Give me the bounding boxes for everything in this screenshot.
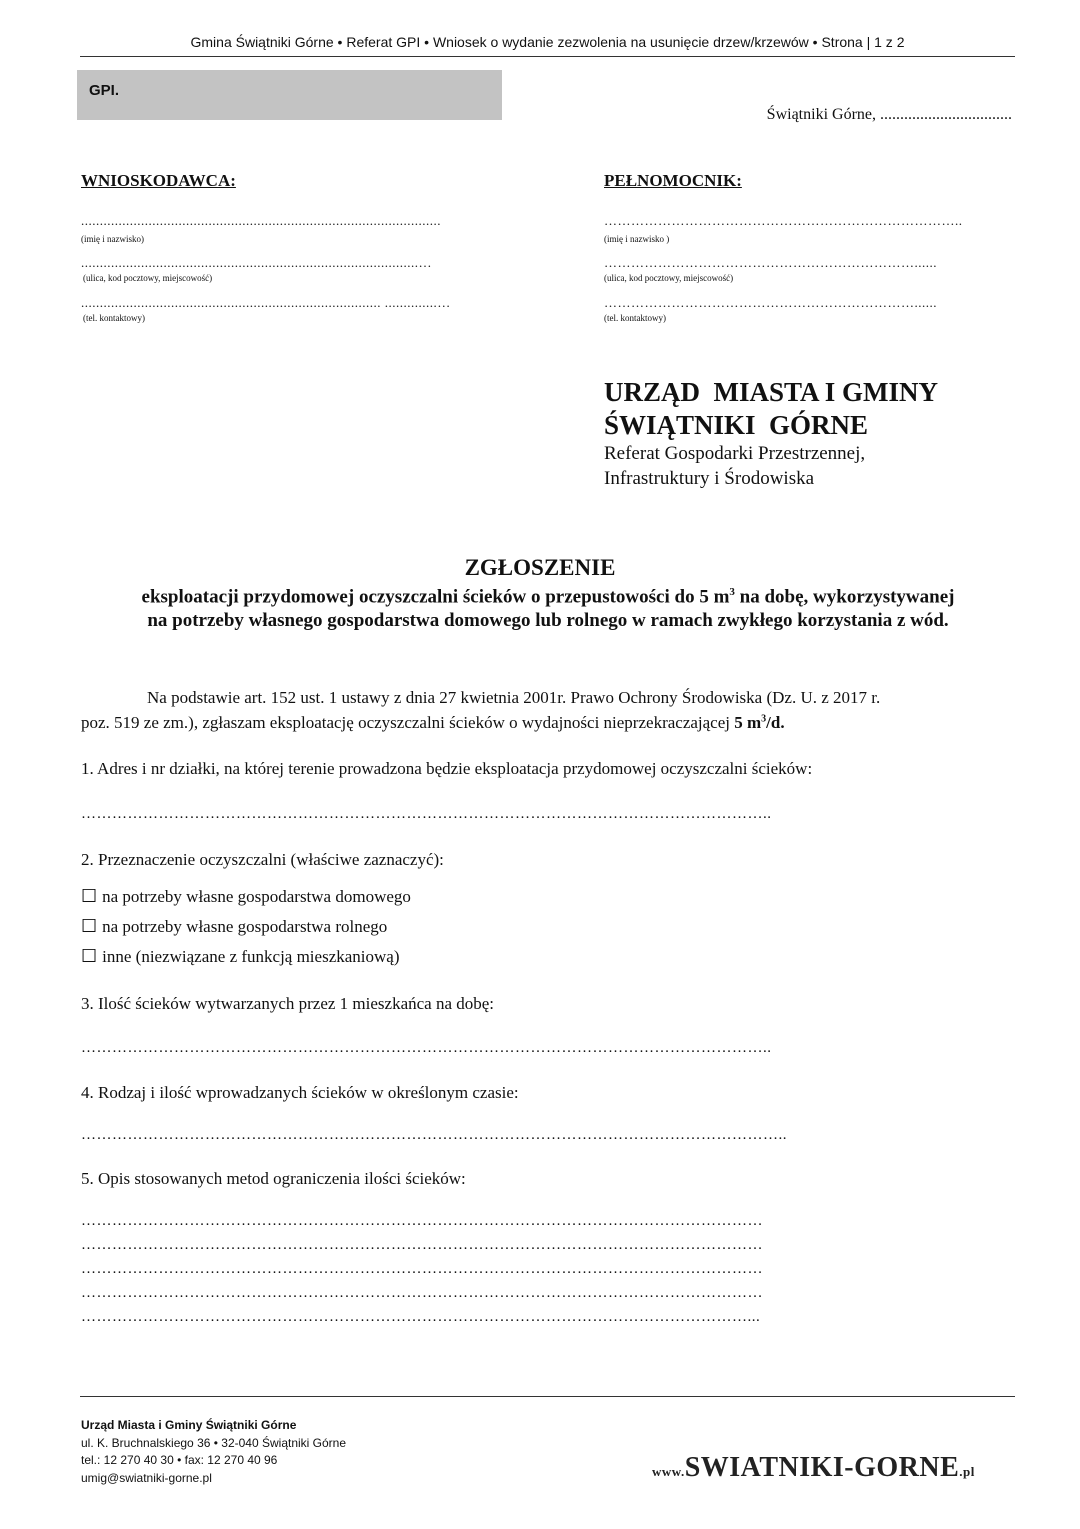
option-household[interactable] xyxy=(81,886,411,907)
registry-box xyxy=(77,70,502,120)
website-prefix: www. xyxy=(652,1464,685,1479)
subtitle-superscript: 3 xyxy=(729,586,735,598)
option-farm[interactable] xyxy=(81,916,387,937)
footer-phone: tel.: 12 270 40 30 • fax: 12 270 40 96 xyxy=(81,1453,278,1467)
form-subtitle-line-1 xyxy=(0,586,1080,608)
applicant-address-caption: (ulica, kod pocztowy, miejscowość) xyxy=(83,273,213,283)
question-5: 5. Opis stosowanych metod ograniczenia ilości ścieków: xyxy=(81,1169,466,1188)
question-3: 3. Ilość ścieków wytwarzanych przez 1 mieszkańca na dobę: xyxy=(81,994,495,1013)
applicant-name-line: ................................................................................................ xyxy=(81,214,441,228)
question-1-answer-line[interactable]: …………………………………………………………………………………………………………………….. xyxy=(81,806,772,822)
intro-line-2 xyxy=(81,713,785,733)
option-label: na potrzeby własne gospodarstwa domowego xyxy=(102,887,411,906)
footer-email[interactable]: umig@swiatniki-gorne.pl xyxy=(81,1471,212,1485)
proxy-name-caption: (imię i nazwisko ) xyxy=(604,234,670,244)
registry-label: GPI. xyxy=(89,82,120,99)
footer-address: ul. K. Bruchnalskiego 36 • 32-040 Świątniki Górne xyxy=(81,1436,347,1450)
option-label: inne (niezwiązane z funkcją mieszkaniową) xyxy=(102,947,400,966)
intro-line-1: Na podstawie art. 152 ust. 1 ustawy z dnia 27 kwietnia 2001r. Prawo Ochrony Środowiska (Dz. U. z 2017 r. xyxy=(147,688,881,707)
proxy-heading: PEŁNOMOCNIK: xyxy=(604,171,742,190)
intro-capacity: 5 m xyxy=(734,713,762,732)
question-5-answer-line[interactable]: …………………………………………………………………………………………………………………… xyxy=(81,1213,763,1229)
question-5-answer-line[interactable]: …………………………………………………………………………………………………………………... xyxy=(81,1309,761,1325)
intro-capacity-sup: 3 xyxy=(761,713,767,725)
office-dept-line-2: Infrastruktury i Środowiska xyxy=(604,468,815,489)
form-title: ZGŁOSZENIE xyxy=(464,555,616,580)
proxy-name-line: …………………………………………………………………….. xyxy=(604,214,963,228)
place-date-field: Świątniki Górne, ................................. xyxy=(766,106,1012,123)
subtitle-text: eksploatacji przydomowej oczyszczalni ścieków o przepustowości do 5 m xyxy=(141,586,730,608)
question-5-answer-line[interactable]: …………………………………………………………………………………………………………………… xyxy=(81,1261,763,1277)
header-divider xyxy=(80,56,1015,57)
question-3-answer-line[interactable]: …………………………………………………………………………………………………………………….. xyxy=(81,1040,772,1056)
question-2: 2. Przeznaczenie oczyszczalni (właściwe zaznaczyć): xyxy=(81,850,444,869)
office-department xyxy=(604,441,865,491)
website-logo[interactable] xyxy=(652,1452,975,1484)
office-name-line-2: ŚWIĄTNIKI GÓRNE xyxy=(604,410,869,440)
form-subtitle-line-2: na potrzeby własnego gospodarstwa domowego lub rolnego w ramach zwykłego korzystania z wód. xyxy=(147,610,949,631)
intro-capacity-unit: /d. xyxy=(766,713,785,732)
website-name: SWIATNIKI-GORNE xyxy=(684,1452,960,1483)
website-suffix: .pl xyxy=(959,1464,975,1479)
applicant-heading: WNIOSKODAWCA: xyxy=(81,171,236,190)
applicant-phone-line: ................................................................................ ..............… xyxy=(81,296,451,310)
question-1: 1. Adres i nr działki, na której terenie prowadzona będzie eksploatacja przydomowej oczyszczalni ścieków: xyxy=(81,759,813,778)
checkbox-icon[interactable]: ☐ xyxy=(81,916,98,937)
running-header: Gmina Świątniki Górne • Referat GPI • Wniosek o wydanie zezwolenia na usunięcie drzew/krzewów • Strona | 1 z 2 xyxy=(190,34,905,50)
subtitle-text-end: na dobę, wykorzystywanej xyxy=(734,586,955,608)
checkbox-icon[interactable]: ☐ xyxy=(81,946,98,967)
office-dept-line-1: Referat Gospodarki Przestrzennej, xyxy=(604,443,866,464)
proxy-phone-caption: (tel. kontaktowy) xyxy=(604,313,666,323)
question-5-answer-line[interactable]: …………………………………………………………………………………………………………………… xyxy=(81,1237,763,1253)
proxy-address-line: ……………………………………………………………...... xyxy=(604,256,937,270)
checkbox-icon[interactable]: ☐ xyxy=(81,886,98,907)
footer-org: Urząd Miasta i Gminy Świątniki Górne xyxy=(81,1418,297,1432)
option-label: na potrzeby własne gospodarstwa rolnego xyxy=(102,917,388,936)
proxy-address-caption: (ulica, kod pocztowy, miejscowość) xyxy=(604,273,734,283)
question-4-answer-line[interactable]: ……………………………………………………………………………………………………………………….. xyxy=(81,1127,787,1143)
question-4: 4. Rodzaj i ilość wprowadzanych ścieków w określonym czasie: xyxy=(81,1083,519,1102)
applicant-phone-caption: (tel. kontaktowy) xyxy=(83,313,145,323)
office-name xyxy=(604,376,938,442)
footer-divider xyxy=(80,1396,1015,1397)
applicant-name-caption: (imię i nazwisko) xyxy=(81,234,144,244)
question-5-answer-line[interactable]: …………………………………………………………………………………………………………………… xyxy=(81,1285,763,1301)
proxy-phone-line: ……………………………………………………………...... xyxy=(604,296,937,310)
option-other[interactable] xyxy=(81,946,400,967)
applicant-address-line: ..........................................................................................… xyxy=(81,256,432,270)
office-name-line-1: URZĄD MIASTA I GMINY xyxy=(604,377,939,407)
intro-text: poz. 519 ze zm.), zgłaszam eksploatację oczyszczalni ścieków o wydajności nieprzekraczającej xyxy=(81,713,735,732)
